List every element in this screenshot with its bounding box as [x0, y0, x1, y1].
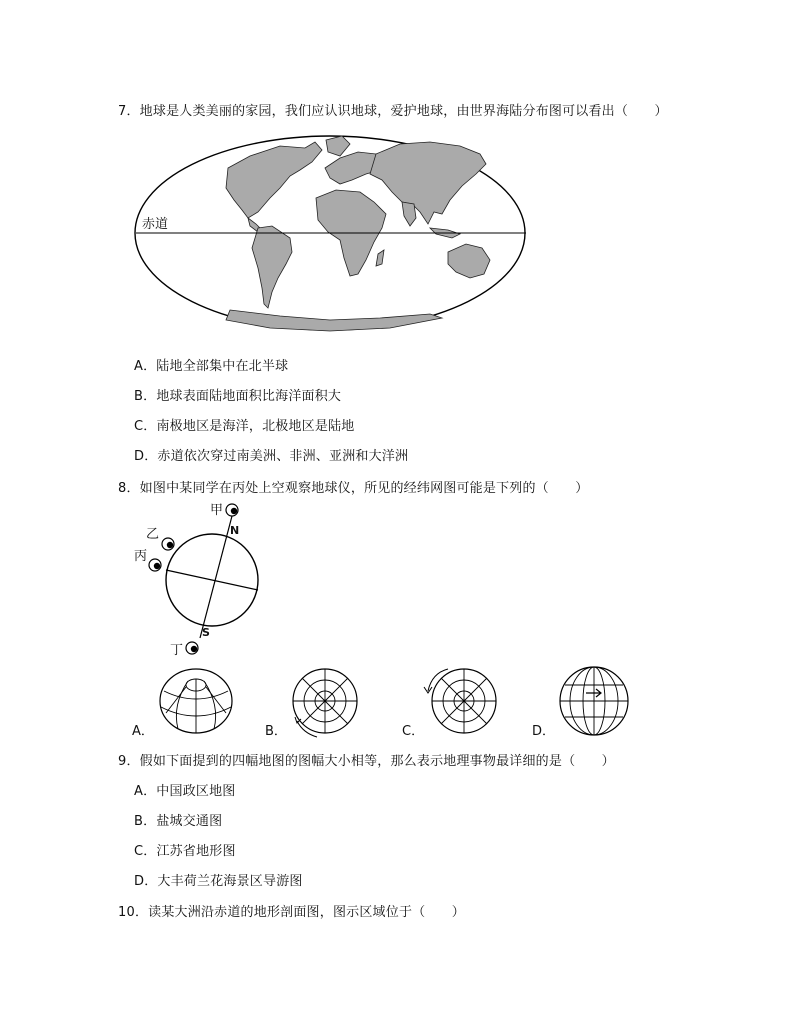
- q7-option-a[interactable]: A．陆地全部集中在北半球: [134, 359, 289, 374]
- observer-jia-label: 甲: [210, 503, 224, 518]
- question-text: 如图中某同学在丙处上空观察地球仪，所见的经纬网图可能是下列的（ ）: [139, 481, 589, 496]
- observer-yi-label: 乙: [146, 527, 160, 542]
- north-pole-label: N: [230, 524, 240, 537]
- question-number: 9．: [118, 754, 140, 769]
- question-number: 7．: [118, 104, 140, 119]
- q8-choice-c-polar[interactable]: [420, 663, 502, 739]
- question-10-stem: [118, 901, 465, 920]
- question-text: 地球是人类美丽的家园，我们应认识地球，爱护地球，由世界海陆分布图可以看出（ ）: [139, 104, 668, 119]
- q9-option-a[interactable]: A．中国政区地图: [134, 784, 236, 799]
- south-pole-label: S: [202, 626, 210, 639]
- eye-icon: [186, 642, 198, 654]
- equator-label: 赤道: [142, 217, 169, 232]
- q8-choice-d-label[interactable]: D．: [532, 724, 556, 739]
- globe-observer-figure: [130, 498, 280, 660]
- eye-icon: [226, 504, 238, 516]
- observer-bing-label: 丙: [134, 549, 148, 564]
- question-7-stem: [118, 100, 668, 119]
- eye-icon: [162, 538, 174, 550]
- question-text: 读某大洲沿赤道的地形剖面图，图示区域位于（ ）: [148, 905, 465, 920]
- eye-icon: [149, 559, 161, 571]
- question-text: 假如下面提到的四幅地图的图幅大小相等，那么表示地理事物最详细的是（ ）: [139, 754, 615, 769]
- world-map-figure: [130, 128, 530, 334]
- q9-option-c[interactable]: C．江苏省地形图: [134, 844, 236, 859]
- q8-choice-b-label[interactable]: B．: [265, 724, 287, 739]
- q7-option-d[interactable]: D．赤道依次穿过南美洲、非洲、亚洲和大洋洲: [134, 449, 409, 464]
- q8-choice-a-label[interactable]: A．: [132, 724, 154, 739]
- question-9-stem: [118, 750, 615, 769]
- question-number: 10．: [118, 905, 149, 920]
- q8-choice-d-globe[interactable]: [556, 663, 632, 739]
- q9-option-d[interactable]: D．大丰荷兰花海景区导游图: [134, 874, 303, 889]
- q9-option-b[interactable]: B．盐城交通图: [134, 814, 223, 829]
- question-8-stem: [118, 477, 588, 496]
- q8-choice-b-polar[interactable]: [285, 665, 365, 741]
- q7-option-c[interactable]: C．南极地区是海洋，北极地区是陆地: [134, 419, 355, 434]
- question-number: 8．: [118, 481, 140, 496]
- observer-ding-label: 丁: [170, 643, 184, 658]
- q7-option-b[interactable]: B．地球表面陆地面积比海洋面积大: [134, 389, 342, 404]
- q8-choice-c-label[interactable]: C．: [402, 724, 425, 739]
- q8-choice-a-globe[interactable]: [158, 665, 238, 737]
